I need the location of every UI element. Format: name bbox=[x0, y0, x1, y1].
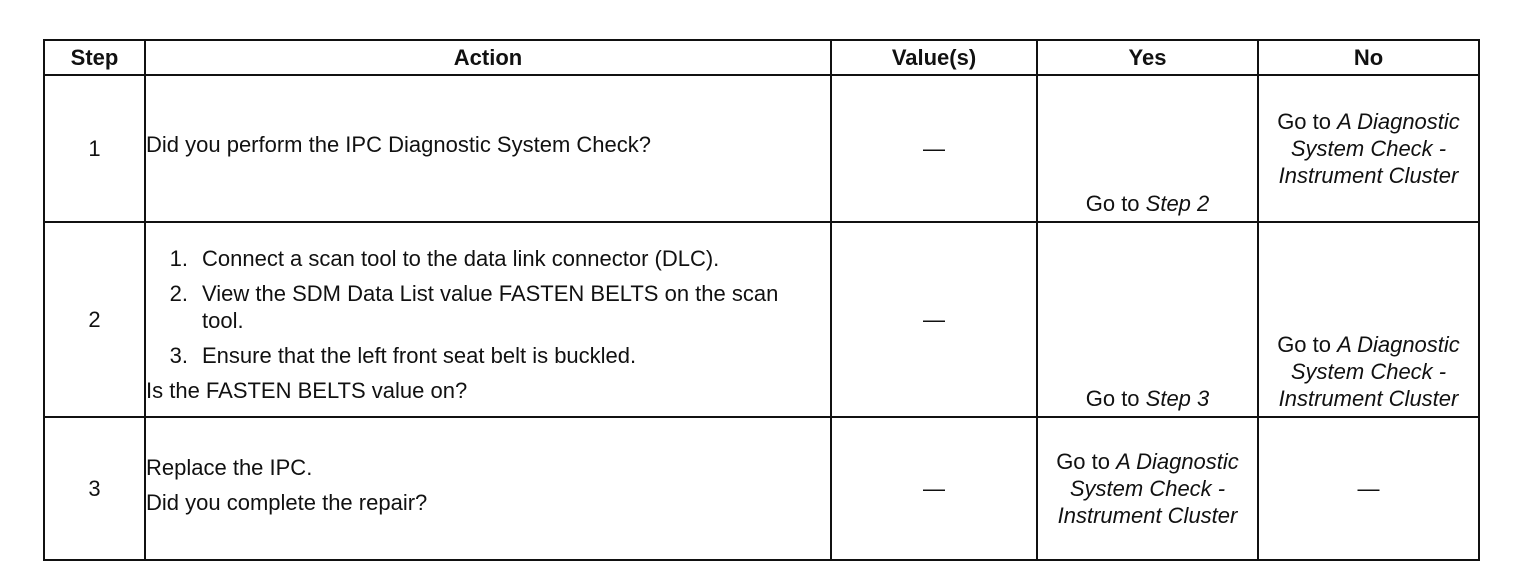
header-values: Value(s) bbox=[831, 40, 1037, 75]
no-diagnostic-link[interactable]: A Diagnostic System Check - Instrument Cluster bbox=[1278, 109, 1460, 188]
value-text: — bbox=[923, 136, 945, 161]
value-text: — bbox=[923, 476, 945, 501]
table-row bbox=[44, 417, 1479, 560]
yes-diagnostic-link[interactable]: A Diagnostic System Check - Instrument Cluster bbox=[1057, 449, 1239, 528]
yes-cell bbox=[1037, 417, 1258, 560]
action-cell bbox=[145, 75, 831, 222]
list-item-number: 2. bbox=[169, 281, 188, 306]
list-item-text: Ensure that the left front seat belt is buckled. bbox=[202, 343, 637, 368]
action-cell bbox=[145, 222, 831, 417]
table-header-row bbox=[44, 40, 1479, 75]
table-row bbox=[44, 75, 1479, 222]
list-item bbox=[146, 342, 830, 369]
no-cell bbox=[1258, 75, 1479, 222]
header-step: Step bbox=[44, 40, 145, 75]
yes-prefix: Go to bbox=[1056, 449, 1117, 474]
no-cell bbox=[1258, 222, 1479, 417]
action-question: Is the FASTEN BELTS value on? bbox=[146, 378, 468, 403]
value-cell bbox=[831, 417, 1037, 560]
yes-cell bbox=[1037, 75, 1258, 222]
list-item-text: View the SDM Data List value FASTEN BELTS on the scan tool. bbox=[202, 281, 779, 333]
list-item bbox=[146, 245, 830, 272]
yes-step-link[interactable]: Step 3 bbox=[1145, 386, 1210, 411]
header-yes: Yes bbox=[1037, 40, 1258, 75]
yes-prefix: Go to bbox=[1085, 386, 1146, 411]
action-text: Did you perform the IPC Diagnostic System Check? bbox=[146, 132, 651, 157]
no-cell bbox=[1258, 417, 1479, 560]
no-text: — bbox=[1357, 476, 1380, 501]
no-diagnostic-link[interactable]: A Diagnostic System Check - Instrument Cluster bbox=[1278, 332, 1460, 411]
list-item bbox=[146, 280, 830, 334]
header-action: Action bbox=[145, 40, 831, 75]
yes-step-link[interactable]: Step 2 bbox=[1145, 191, 1210, 216]
value-cell bbox=[831, 75, 1037, 222]
action-cell bbox=[145, 417, 831, 560]
action-steps-list bbox=[146, 245, 830, 369]
list-item-text: Connect a scan tool to the data link connector (DLC). bbox=[202, 246, 720, 271]
list-item-number: 1. bbox=[169, 246, 188, 271]
no-prefix: Go to bbox=[1277, 109, 1338, 134]
value-cell bbox=[831, 222, 1037, 417]
step-number: 3 bbox=[44, 417, 145, 560]
header-no: No bbox=[1258, 40, 1479, 75]
value-text: — bbox=[923, 307, 945, 332]
step-number: 1 bbox=[44, 75, 145, 222]
diagnostic-table bbox=[43, 39, 1480, 561]
step-number: 2 bbox=[44, 222, 145, 417]
action-text: Replace the IPC. bbox=[146, 454, 313, 480]
table-row bbox=[44, 222, 1479, 417]
no-prefix: Go to bbox=[1277, 332, 1338, 357]
action-question: Did you complete the repair? bbox=[146, 489, 428, 515]
list-item-number: 3. bbox=[169, 343, 188, 368]
yes-prefix: Go to bbox=[1085, 191, 1146, 216]
yes-cell bbox=[1037, 222, 1258, 417]
